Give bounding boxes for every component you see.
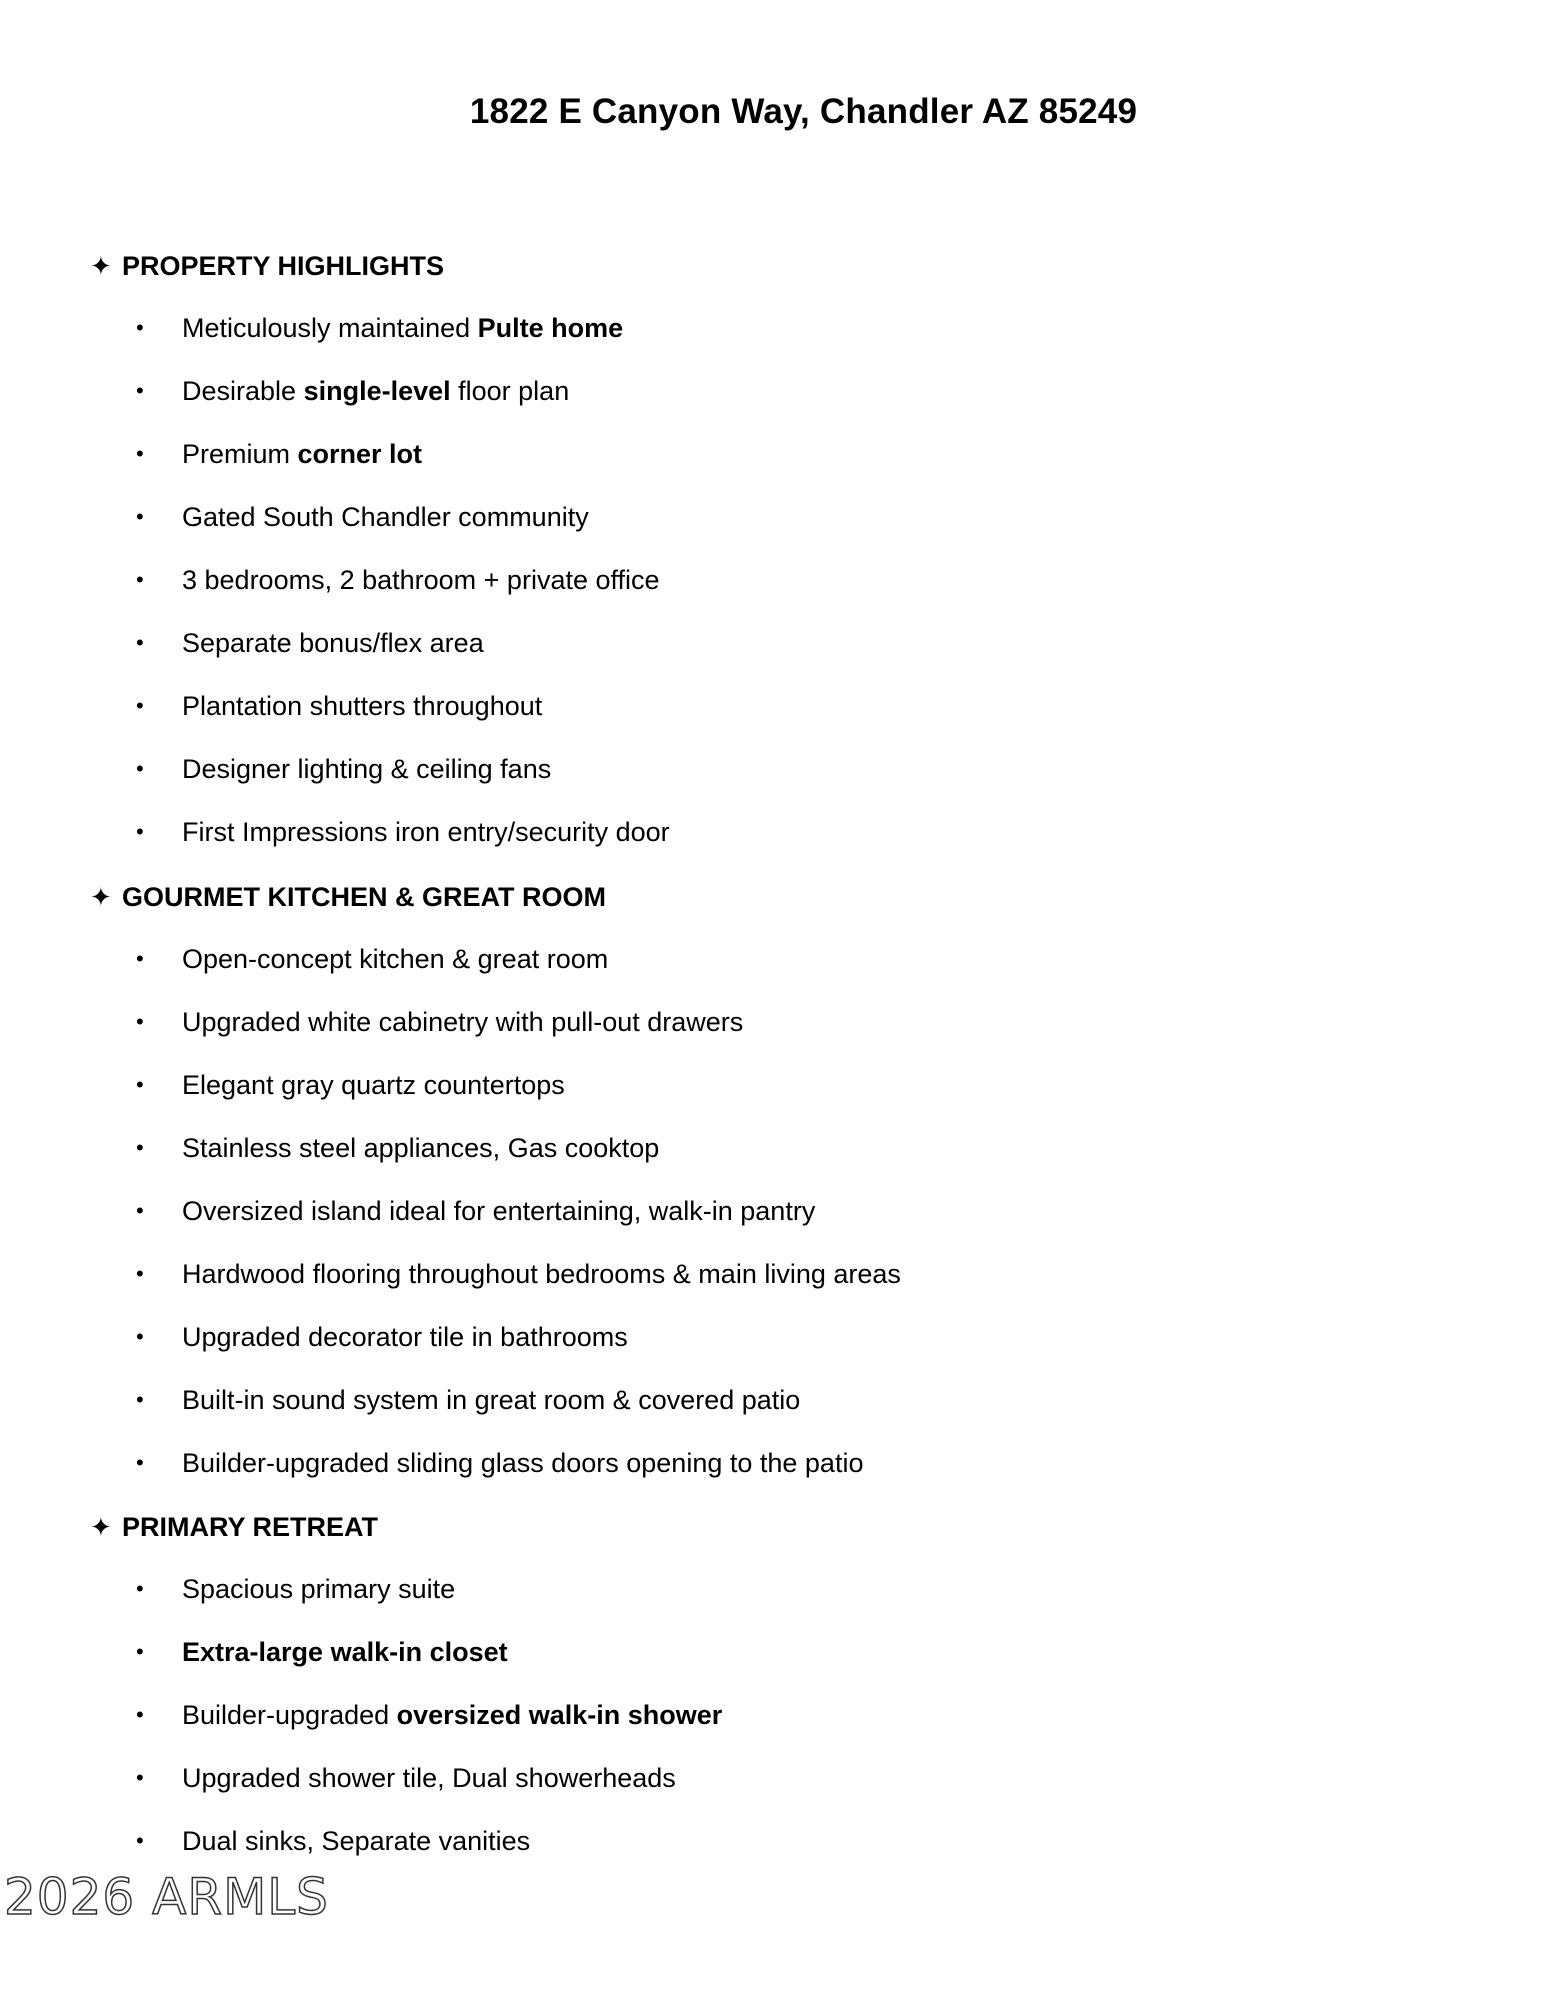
list-item <box>90 1317 1490 1380</box>
section-heading-text: PROPERTY HIGHLIGHTS <box>122 251 445 281</box>
bullet-dot-icon: • <box>136 630 144 655</box>
list-item <box>90 939 1490 1002</box>
bullet-dot-icon: • <box>136 504 144 529</box>
list-item-text: Hardwood flooring throughout bedrooms & main living areas <box>182 1259 901 1289</box>
list-item-text: First Impressions iron entry/security door <box>182 817 670 847</box>
section-gourmet-kitchen <box>90 877 1490 1506</box>
list-item <box>90 1002 1490 1065</box>
bullet-list <box>90 1569 1490 1884</box>
section-heading-text: GOURMET KITCHEN & GREAT ROOM <box>122 882 606 912</box>
list-item <box>90 560 1490 623</box>
bullet-dot-icon: • <box>136 441 144 466</box>
four-pointed-star-icon: ✦ <box>90 1512 112 1542</box>
bullet-dot-icon: • <box>136 1450 144 1475</box>
list-item <box>90 1758 1490 1821</box>
list-item <box>90 623 1490 686</box>
bullet-dot-icon: • <box>136 1387 144 1412</box>
list-item-text: Oversized island ideal for entertaining, walk-in pantry <box>182 1196 816 1226</box>
bullet-list <box>90 308 1490 875</box>
bullet-dot-icon: • <box>136 1072 144 1097</box>
list-item <box>90 434 1490 497</box>
list-item-text: Builder-upgraded <box>182 1700 397 1730</box>
bullet-dot-icon: • <box>136 1135 144 1160</box>
list-item-text: Built-in sound system in great room & covered patio <box>182 1385 801 1415</box>
bullet-dot-icon: • <box>136 693 144 718</box>
list-item-text: Spacious primary suite <box>182 1574 456 1604</box>
section-heading <box>90 877 1490 917</box>
bullet-dot-icon: • <box>136 1828 144 1853</box>
list-item-text: Upgraded shower tile, Dual showerheads <box>182 1763 676 1793</box>
list-item-text: Plantation shutters throughout <box>182 691 543 721</box>
bullet-dot-icon: • <box>136 1765 144 1790</box>
section-primary-retreat <box>90 1507 1490 1884</box>
bullet-dot-icon: • <box>136 1198 144 1223</box>
list-item-emphasis: single-level <box>303 376 451 406</box>
bullet-dot-icon: • <box>136 1702 144 1727</box>
list-item-emphasis: Extra-large walk-in closet <box>182 1637 508 1667</box>
bullet-dot-icon: • <box>136 819 144 844</box>
list-item <box>90 1380 1490 1443</box>
list-item <box>90 497 1490 560</box>
list-item-text: Stainless steel appliances, Gas cooktop <box>182 1133 660 1163</box>
bullet-dot-icon: • <box>136 756 144 781</box>
section-property-highlights <box>90 246 1490 875</box>
list-item <box>90 371 1490 434</box>
page-title: 1822 E Canyon Way, Chandler AZ 85249 <box>469 92 1138 131</box>
list-item <box>90 1695 1490 1758</box>
list-item-text: Desirable <box>182 376 304 406</box>
list-item <box>90 1632 1490 1695</box>
list-item <box>90 1569 1490 1632</box>
bullet-dot-icon: • <box>136 1639 144 1664</box>
four-pointed-star-icon: ✦ <box>90 251 112 281</box>
section-heading <box>90 246 1490 286</box>
bullet-dot-icon: • <box>136 315 144 340</box>
section-heading <box>90 1507 1490 1547</box>
list-item-text: Gated South Chandler community <box>182 502 589 532</box>
section-heading-text: PRIMARY RETREAT <box>122 1512 379 1542</box>
list-item-emphasis: Pulte home <box>477 313 624 343</box>
list-item <box>90 1128 1490 1191</box>
bullet-dot-icon: • <box>136 1261 144 1286</box>
list-item-text: Premium <box>182 439 298 469</box>
list-item-text: Upgraded decorator tile in bathrooms <box>182 1322 628 1352</box>
list-item-text: Builder-upgraded sliding glass doors opening to the patio <box>182 1448 864 1478</box>
list-item <box>90 1065 1490 1128</box>
list-item-text: Designer lighting & ceiling fans <box>182 754 552 784</box>
list-item-text: floor plan <box>450 376 570 406</box>
list-item-emphasis: corner lot <box>297 439 423 469</box>
list-item <box>90 812 1490 875</box>
watermark: 2026 ARMLS <box>4 1868 329 1926</box>
list-item-text: Elegant gray quartz countertops <box>182 1070 565 1100</box>
list-item-text: Open-concept kitchen & great room <box>182 944 609 974</box>
bullet-dot-icon: • <box>136 378 144 403</box>
list-item <box>90 1191 1490 1254</box>
list-item <box>90 1443 1490 1506</box>
list-item <box>90 749 1490 812</box>
bullet-dot-icon: • <box>136 946 144 971</box>
list-item-text: Dual sinks, Separate vanities <box>182 1826 531 1856</box>
list-item <box>90 1254 1490 1317</box>
list-item <box>90 308 1490 371</box>
bullet-dot-icon: • <box>136 567 144 592</box>
list-item-emphasis: oversized walk-in shower <box>396 1700 723 1730</box>
bullet-dot-icon: • <box>136 1324 144 1349</box>
list-item-text: 3 bedrooms, 2 bathroom + private office <box>182 565 660 595</box>
list-item-text: Meticulously maintained <box>182 313 478 343</box>
four-pointed-star-icon: ✦ <box>90 882 112 912</box>
bullet-list <box>90 939 1490 1506</box>
list-item-text: Separate bonus/flex area <box>182 628 484 658</box>
bullet-dot-icon: • <box>136 1009 144 1034</box>
bullet-dot-icon: • <box>136 1576 144 1601</box>
list-item-text: Upgraded white cabinetry with pull-out drawers <box>182 1007 744 1037</box>
list-item <box>90 686 1490 749</box>
